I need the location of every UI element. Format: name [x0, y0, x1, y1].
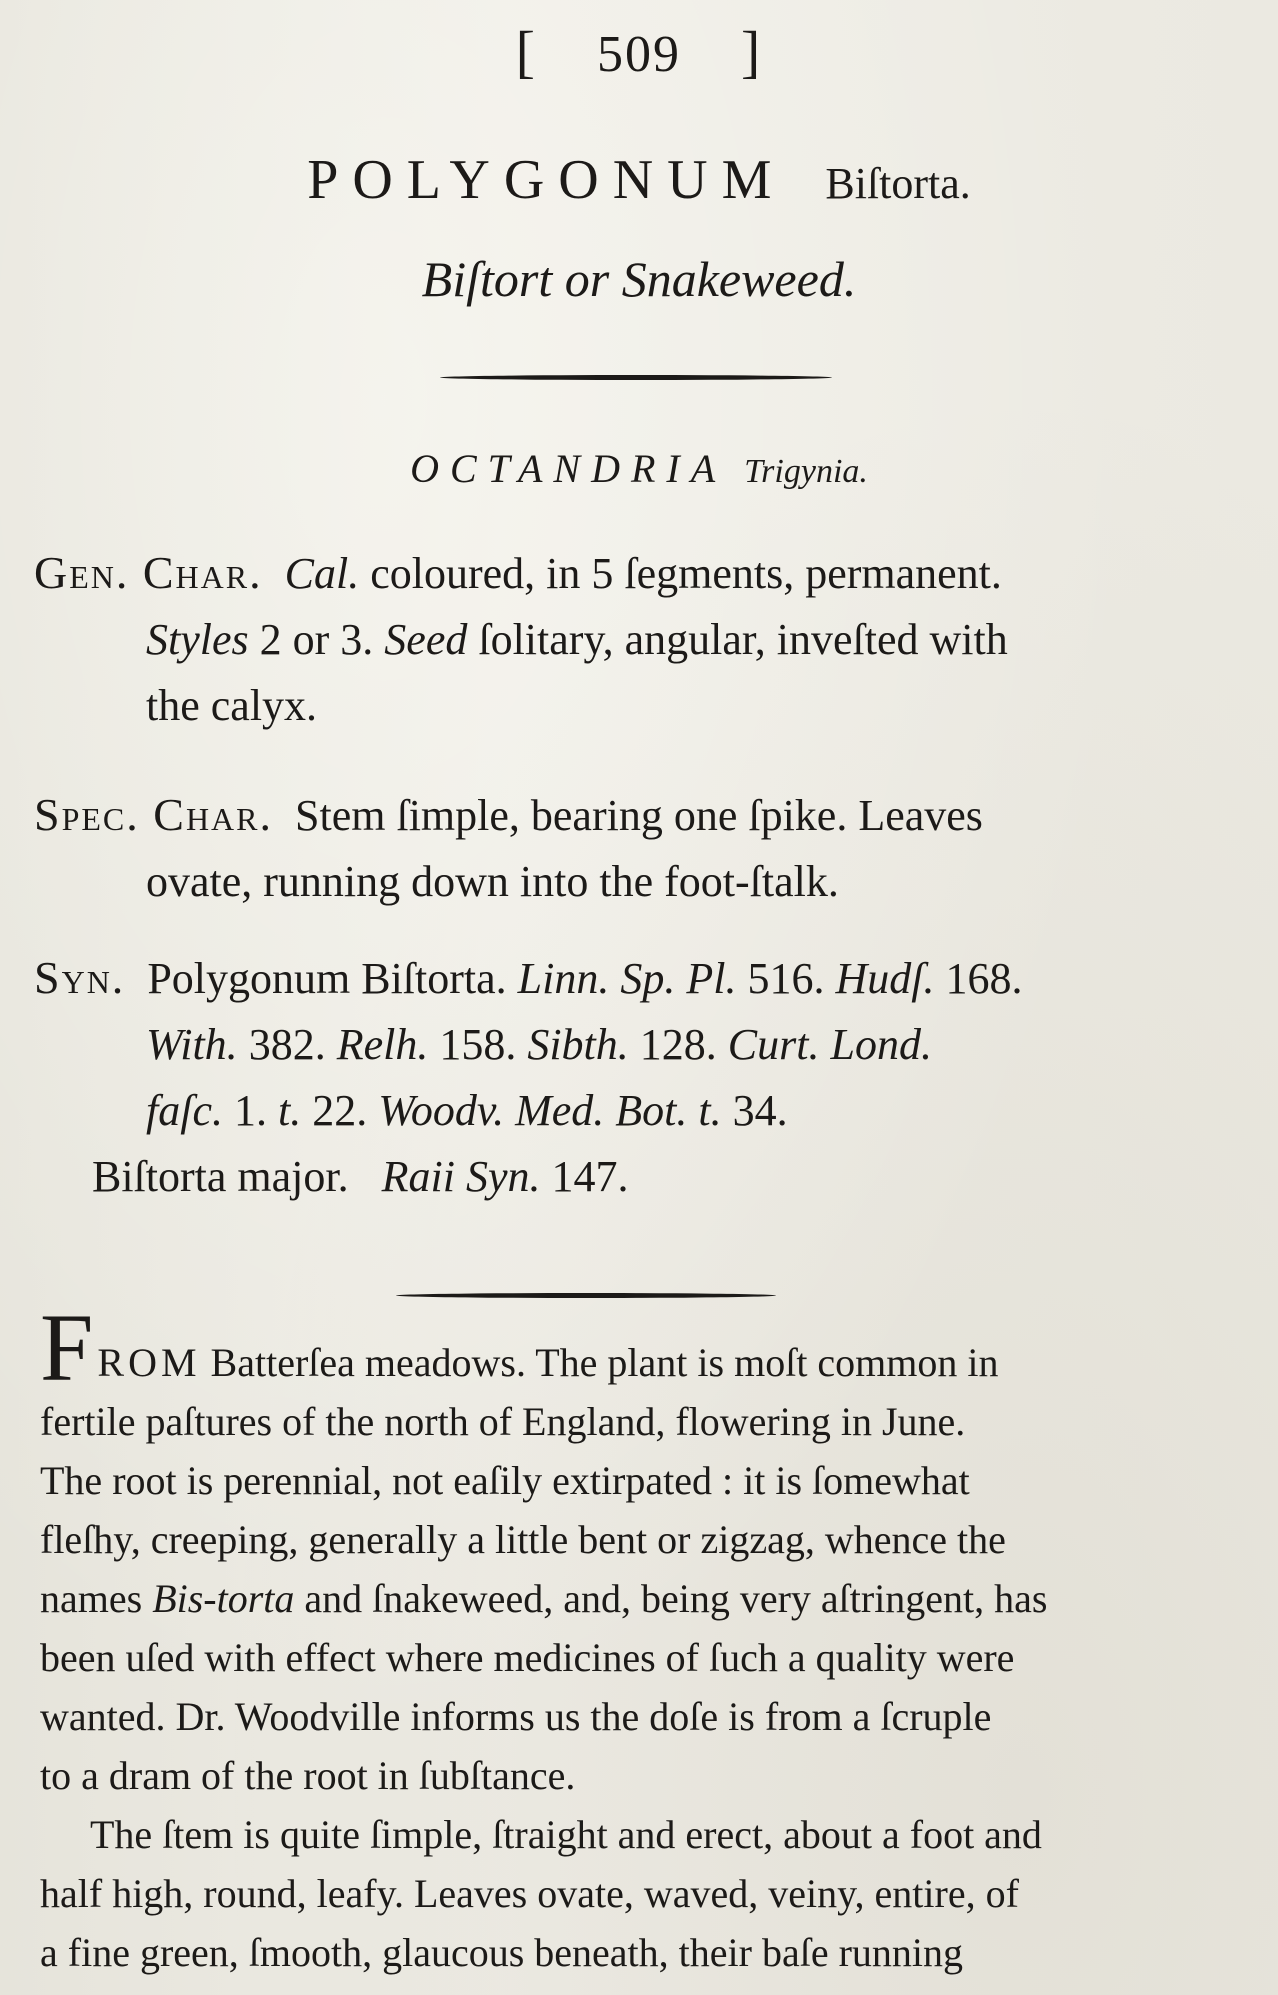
- species-title: [0, 148, 1278, 212]
- syn-ref-with: With.: [146, 1020, 238, 1069]
- syn-ref-fasc: faſc.: [146, 1086, 223, 1135]
- gen-char-text-3: ſolitary, angular, inveſted with: [467, 615, 1008, 664]
- syn-ref-huds: Hudſ.: [835, 954, 935, 1003]
- prose-text-5c: and ſnakeweed, and, being very aſtringent, has: [294, 1576, 1048, 1621]
- syn-text-3b: 1.: [222, 1086, 278, 1135]
- syn-text-4a: Biſtorta major.: [92, 1152, 349, 1201]
- linnaean-classification: [0, 445, 1278, 492]
- syn-text-1c: 516.: [736, 954, 836, 1003]
- syn-text-3f: 34.: [721, 1086, 788, 1135]
- classification-class: OCTANDRIA: [410, 446, 727, 491]
- syn-text-1a: Polygonum Biſtorta.: [147, 954, 507, 1003]
- syn-ref-sibth: Sibth.: [527, 1020, 629, 1069]
- prose-line-8: to a dram of the root in ſubſtance.: [40, 1753, 576, 1798]
- description-text: [40, 1294, 1240, 1982]
- syn-ref-t: t.: [277, 1086, 302, 1135]
- syn-line-2: [34, 1012, 1234, 1078]
- prose-line-1: [40, 1294, 1240, 1401]
- specific-character: [34, 782, 1234, 915]
- drop-word: ROM: [97, 1340, 201, 1385]
- prose-line-3: The root is perennial, not eaſily extirpated : it is ſomewhat: [40, 1458, 970, 1503]
- prose-text-5a: names: [40, 1576, 153, 1621]
- gen-char-cal: Cal.: [284, 549, 360, 598]
- gen-char-styles: Styles: [146, 615, 249, 664]
- divider-rule-bottom: [396, 1293, 776, 1298]
- species-name: Biſtorta.: [825, 159, 971, 208]
- syn-text-1e: 168.: [934, 954, 1023, 1003]
- prose-line-7: wanted. Dr. Woodville informs us the doſe is from a ſcruple: [40, 1694, 992, 1739]
- syn-label: Syn.: [34, 952, 126, 1003]
- classification-order: Trigynia.: [744, 453, 868, 490]
- syn-ref-linn: Linn. Sp. Pl.: [517, 954, 737, 1003]
- prose-text-1: Batterſea meadows. The plant is moſt common in: [200, 1340, 999, 1385]
- prose-line-6: been uſed with effect where medicines of ſuch a quality were: [40, 1635, 1015, 1680]
- syn-ref-woodv: Woodv. Med. Bot. t.: [378, 1086, 722, 1135]
- gen-char-text-1: coloured, in 5 ſegments, permanent.: [359, 549, 1002, 598]
- page-number: [0, 18, 1278, 85]
- syn-line-3: [34, 1078, 1234, 1144]
- generic-character: [34, 540, 1234, 739]
- spec-char-line-2: ovate, running down into the foot-ſtalk.: [146, 857, 839, 906]
- page-number-close-bracket: ]: [741, 19, 763, 84]
- syn-ref-raii: Raii Syn.: [381, 1152, 541, 1201]
- syn-text-2b: 382.: [237, 1020, 337, 1069]
- synonyms: [34, 945, 1234, 1210]
- prose-p2-line-1: The ſtem is quite ſimple, ſtraight and erect, about a foot and: [90, 1812, 1042, 1857]
- prose-line-2: fertile paſtures of the north of England, flowering in June.: [40, 1399, 966, 1444]
- prose-p2-line-2: half high, round, leafy. Leaves ovate, waved, veiny, entire, of: [40, 1871, 1019, 1916]
- prose-bistorta: Bis-torta: [152, 1576, 295, 1621]
- syn-text-2d: 158.: [428, 1020, 528, 1069]
- divider-rule-top: [440, 375, 832, 380]
- syn-ref-relh: Relh.: [336, 1020, 429, 1069]
- syn-text-4c: 147.: [540, 1152, 629, 1201]
- gen-char-line-2: [34, 607, 1234, 673]
- gen-char-line-3: the calyx.: [146, 681, 318, 730]
- gen-char-text-2: 2 or 3.: [248, 615, 385, 664]
- gen-char-seed: Seed: [384, 615, 468, 664]
- spec-char-text-1: Stem ſimple, bearing one ſpike. Leaves: [295, 791, 983, 840]
- gen-char-line-1: [34, 540, 1234, 607]
- gen-char-label: Gen. Char.: [34, 547, 263, 598]
- prose-line-4: fleſhy, creeping, generally a little bent or zigzag, whence the: [40, 1517, 1006, 1562]
- spec-char-label: Spec. Char.: [34, 789, 274, 840]
- prose-line-5: [40, 1569, 1240, 1628]
- genus-name: POLYGONUM: [307, 149, 786, 211]
- drop-cap: F: [40, 1294, 94, 1401]
- common-name: Biſtort or Snakeweed.: [421, 251, 857, 307]
- syn-line-4: [34, 1144, 1234, 1210]
- syn-text-2f: 128.: [628, 1020, 728, 1069]
- page-number-value: 509: [597, 26, 681, 83]
- syn-line-1: [34, 945, 1234, 1012]
- spec-char-line-1: [34, 782, 1234, 849]
- page-number-open-bracket: [: [515, 19, 537, 84]
- prose-p2-line-3: a fine green, ſmooth, glaucous beneath, their baſe running: [40, 1930, 964, 1975]
- syn-text-3d: 22.: [301, 1086, 379, 1135]
- syn-ref-curt: Curt. Lond.: [727, 1020, 932, 1069]
